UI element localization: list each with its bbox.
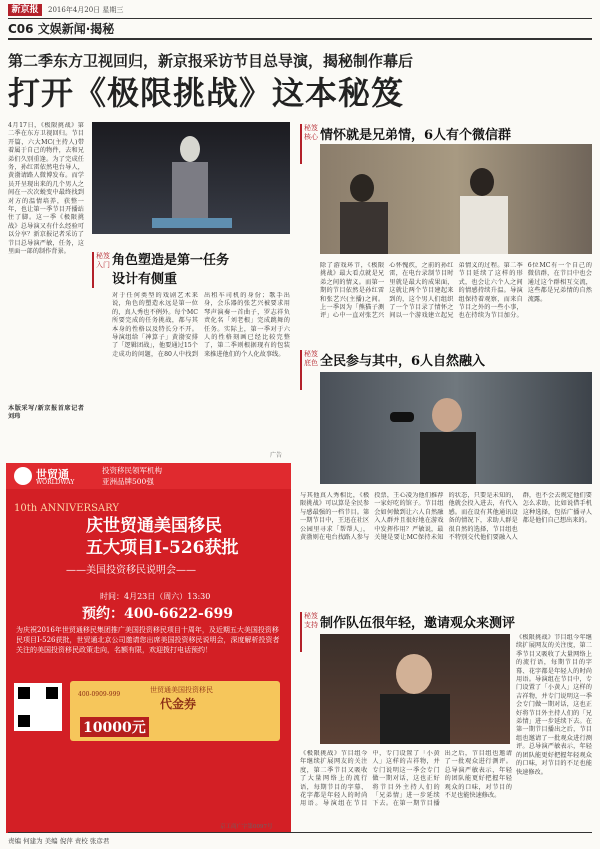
subhead-brotherhood: 情怀就是兄弟情，6人有个微信群	[320, 128, 512, 143]
person-left-body	[340, 202, 388, 254]
page-credits: 责编 何建为 美编 倪萍 责校 张彦君	[8, 837, 110, 845]
article-headline: 打开《极限挑战》这本秘笈	[8, 74, 405, 112]
person-right-head	[470, 168, 494, 196]
body-role: 对于任何类型的戏剧艺术来说，角色的塑造永远是第一位的，真人秀也不例外。每个MC所要完成的任务挑战，都与其本身的性格以及特长分不开。导演组给「神算子」黄渤安排了「逻辑团战」，他要通过15个走成功的问题，在80人中找到出租车司机的身份；歌手出身，会乐器的张艺兴被要求用琴声演奏一首曲子，罗志祥负责化名「刘老根」完成跳舞的任务。实际上，第一季对于六人的性格刻画已经比较完整了，第二季则根据现有的包装来推进他们的个人化故事线。	[112, 292, 290, 358]
voucher-amount: 10000元	[80, 717, 149, 737]
body-team-side: 《极限挑战》节目组今年继续扩展网友的关注度，第二季节目又吸收了大量网络上的流行语，每期节目的字幕、花字都是年轻人的时尚用语。导演组在节目中，专门设置了「小黄人」这样的吉祥物，并专门说明这一季会专门做一期对话，这也正好将节目外主持人们的「兄弟情」进一步延续下去。在第一期节目播出之后，节目组也邀请了一批观众进行测评。总导演严敏表示，年轻的团队能更好把握年轻观众的口味，对节目的不足也能快速修改。	[516, 634, 592, 776]
qr-marker-icon	[18, 715, 30, 727]
ad-brand-cn: 世贸通	[36, 468, 69, 481]
tag-hexin: 秘笈核心	[300, 124, 319, 164]
performer-head	[180, 136, 200, 162]
team-photo	[320, 634, 510, 744]
advertisement	[6, 463, 291, 833]
ad-booking-phone: 预约：400-6622-699	[82, 606, 234, 622]
subhead-participation: 全民参与其中，6人自然融入	[320, 354, 486, 369]
stage-floor	[152, 218, 232, 228]
tag-dise: 秘笈底色	[300, 350, 319, 390]
body-team: 《极限挑战》节目组今年继续扩展网友的关注度，第二季节目又吸收了大量网络上的流行语，每期节目的字幕、花字都是年轻人的时尚用语。导演组在节目中，专门设置了「小黄人」这样的吉祥物，并专门说明这一季会专门做一期对话，这也正好将节目外主持人们的「兄弟情」进一步延续下去。在第一期节目播出之后，节目组也邀请了一批观众进行测评。总导演严敏表示，年轻的团队能更好把握年轻观众的口味，对节目的不足也能快速修改。	[300, 750, 512, 808]
ad-subheading: ——美国投资移民说明会——	[66, 565, 196, 576]
ad-brand-tag-1: 投资移民领军机构	[102, 466, 162, 475]
voucher-word: 代金券	[160, 697, 197, 711]
ad-brand-en: WORLDWAY	[36, 479, 75, 486]
ad-label: 广告	[270, 452, 283, 459]
ad-anniversary: 10th ANNIVERSARY	[14, 503, 119, 514]
host-head	[432, 398, 462, 432]
bottom-rule	[8, 832, 592, 833]
issue-date: 2016年4月20日 星期三	[48, 6, 124, 14]
voucher-phone: 400-0909-999	[78, 691, 121, 698]
subhead-role: 角色塑造是第一任务设计有侧重	[112, 253, 230, 287]
host-body	[420, 432, 476, 484]
qr-marker-icon	[46, 687, 58, 699]
body-brotherhood: 除了游戏环节，《极限挑战》最大看点就是兄弟之间的情义。而第一期的节目依然是孙红雷和张艺兴(主播)之间。上一季因为「熊猫子测评」心中一直对张艺兴心怀愧疚，之前的孙红雷，在电台录制节目时里就是最大的成果面，这就让两个节目建起来到的，这个男人们组织了一个节目录了情怀之间以一个游戏建立起兄弟情义的过程。第二季节目延续了这样的形式，也会让六个人之间的情感持续升温。导演组保持着观察，而来自节目之外的一些小事，也在持续为节目加分。6位MC有一个自己的微信群，在节目中也会通过这个群相互交流，这些都是兄弟情的自然流露。	[320, 262, 592, 320]
person-left-head	[350, 174, 374, 202]
section-name: 文娱新闻·揭秘	[37, 22, 115, 36]
ad-time: 时间：4月23日（周六）13:30	[100, 592, 211, 601]
ad-headline-1: 庆世贸通美国移民	[86, 516, 222, 536]
newspaper-logo: 新京报	[8, 4, 42, 16]
subhead-team: 制作队伍很年轻，邀请观众来测评	[320, 616, 516, 631]
qr-marker-icon	[18, 687, 30, 699]
ad-body: 为庆祝2016年世贸通移民集团推广美国投资移民项目十周年，及近期五大美国投资移民项目I-526获批，世贸通北京公司邀请您出席美国投资移民说明会，深度解析投资者关注的美国投资移民政策走向，名额有限，欢迎拨打电话预约！	[16, 626, 280, 654]
top-rule	[8, 18, 592, 19]
worldway-logo-icon	[14, 467, 32, 485]
article-byline: 本版采写/新京报首席记者 刘玮	[8, 405, 84, 421]
brotherhood-photo	[320, 144, 592, 254]
article-lead: 4月17日，《极限挑战》第二季在东方卫视回归。节目开篇，六大MC(主持人)带着属于自己的物件，去和兄弟们久别重逢。为了完成任务，孙红雷依然电台导人，黄渤请路人微博发布。而学员开呈现出来的几个男人之间在一次次蜕变中最终找到对方的温情培养，获整一年，也让第一季节目开播站住了脚。这一季《极限挑战》总导演又有什么经验可以分享？新京报记者采访了节目总导演严敏，任务，这里面一部的制作背景。	[8, 122, 84, 256]
microphone	[390, 412, 414, 422]
ad-headline-2: 五大项目I-526获批	[86, 538, 239, 558]
ad-license: 京工商广字第0097号	[220, 824, 273, 830]
stage-photo	[92, 122, 290, 234]
section-header	[8, 20, 114, 37]
guest-body	[380, 694, 450, 744]
voucher	[70, 681, 280, 741]
performer-body	[172, 162, 208, 220]
qr-code-icon	[14, 683, 62, 731]
person-right-body	[460, 196, 508, 254]
voucher-title: 世贸通美国投资移民	[150, 686, 213, 694]
section-rule	[8, 38, 592, 40]
tag-zhichi: 秘笈支持	[300, 612, 319, 652]
tag-rumen: 秘笈入门	[92, 252, 111, 288]
radio-photo	[320, 372, 592, 484]
body-participation: 与其他真人秀相比，《极限挑战》可以算是全民参与感最强的一档节目。第一期节目中，王迅在社区公园里寻求「帮帮人」，黄渤则在电台找路人参与投票，王心凌为他们推荐一家好吃的馆子。节目组会如何做到让六人自然融入人群并且很好地在游戏中发挥作用？严敏说，最关键是要让MC保持未知的状态，只要是未知的，他就会投入进去，有代入感。而在设有其他通讯设备的情况下，求助人群是很自然的选择，节目组也不特别交代他们要融入人群，也不会去规定他们要怎么求助，比如说借手机这种选择，包括广播寻人都是他们自己想出来的。	[300, 492, 592, 542]
page-code: C06	[8, 22, 34, 36]
article-kicker: 第二季东方卫视回归，新京报采访节目总导演，揭秘制作幕后	[8, 52, 414, 70]
guest-head	[396, 654, 432, 694]
ad-brand-tag-2: 亚洲品牌500强	[102, 477, 154, 486]
